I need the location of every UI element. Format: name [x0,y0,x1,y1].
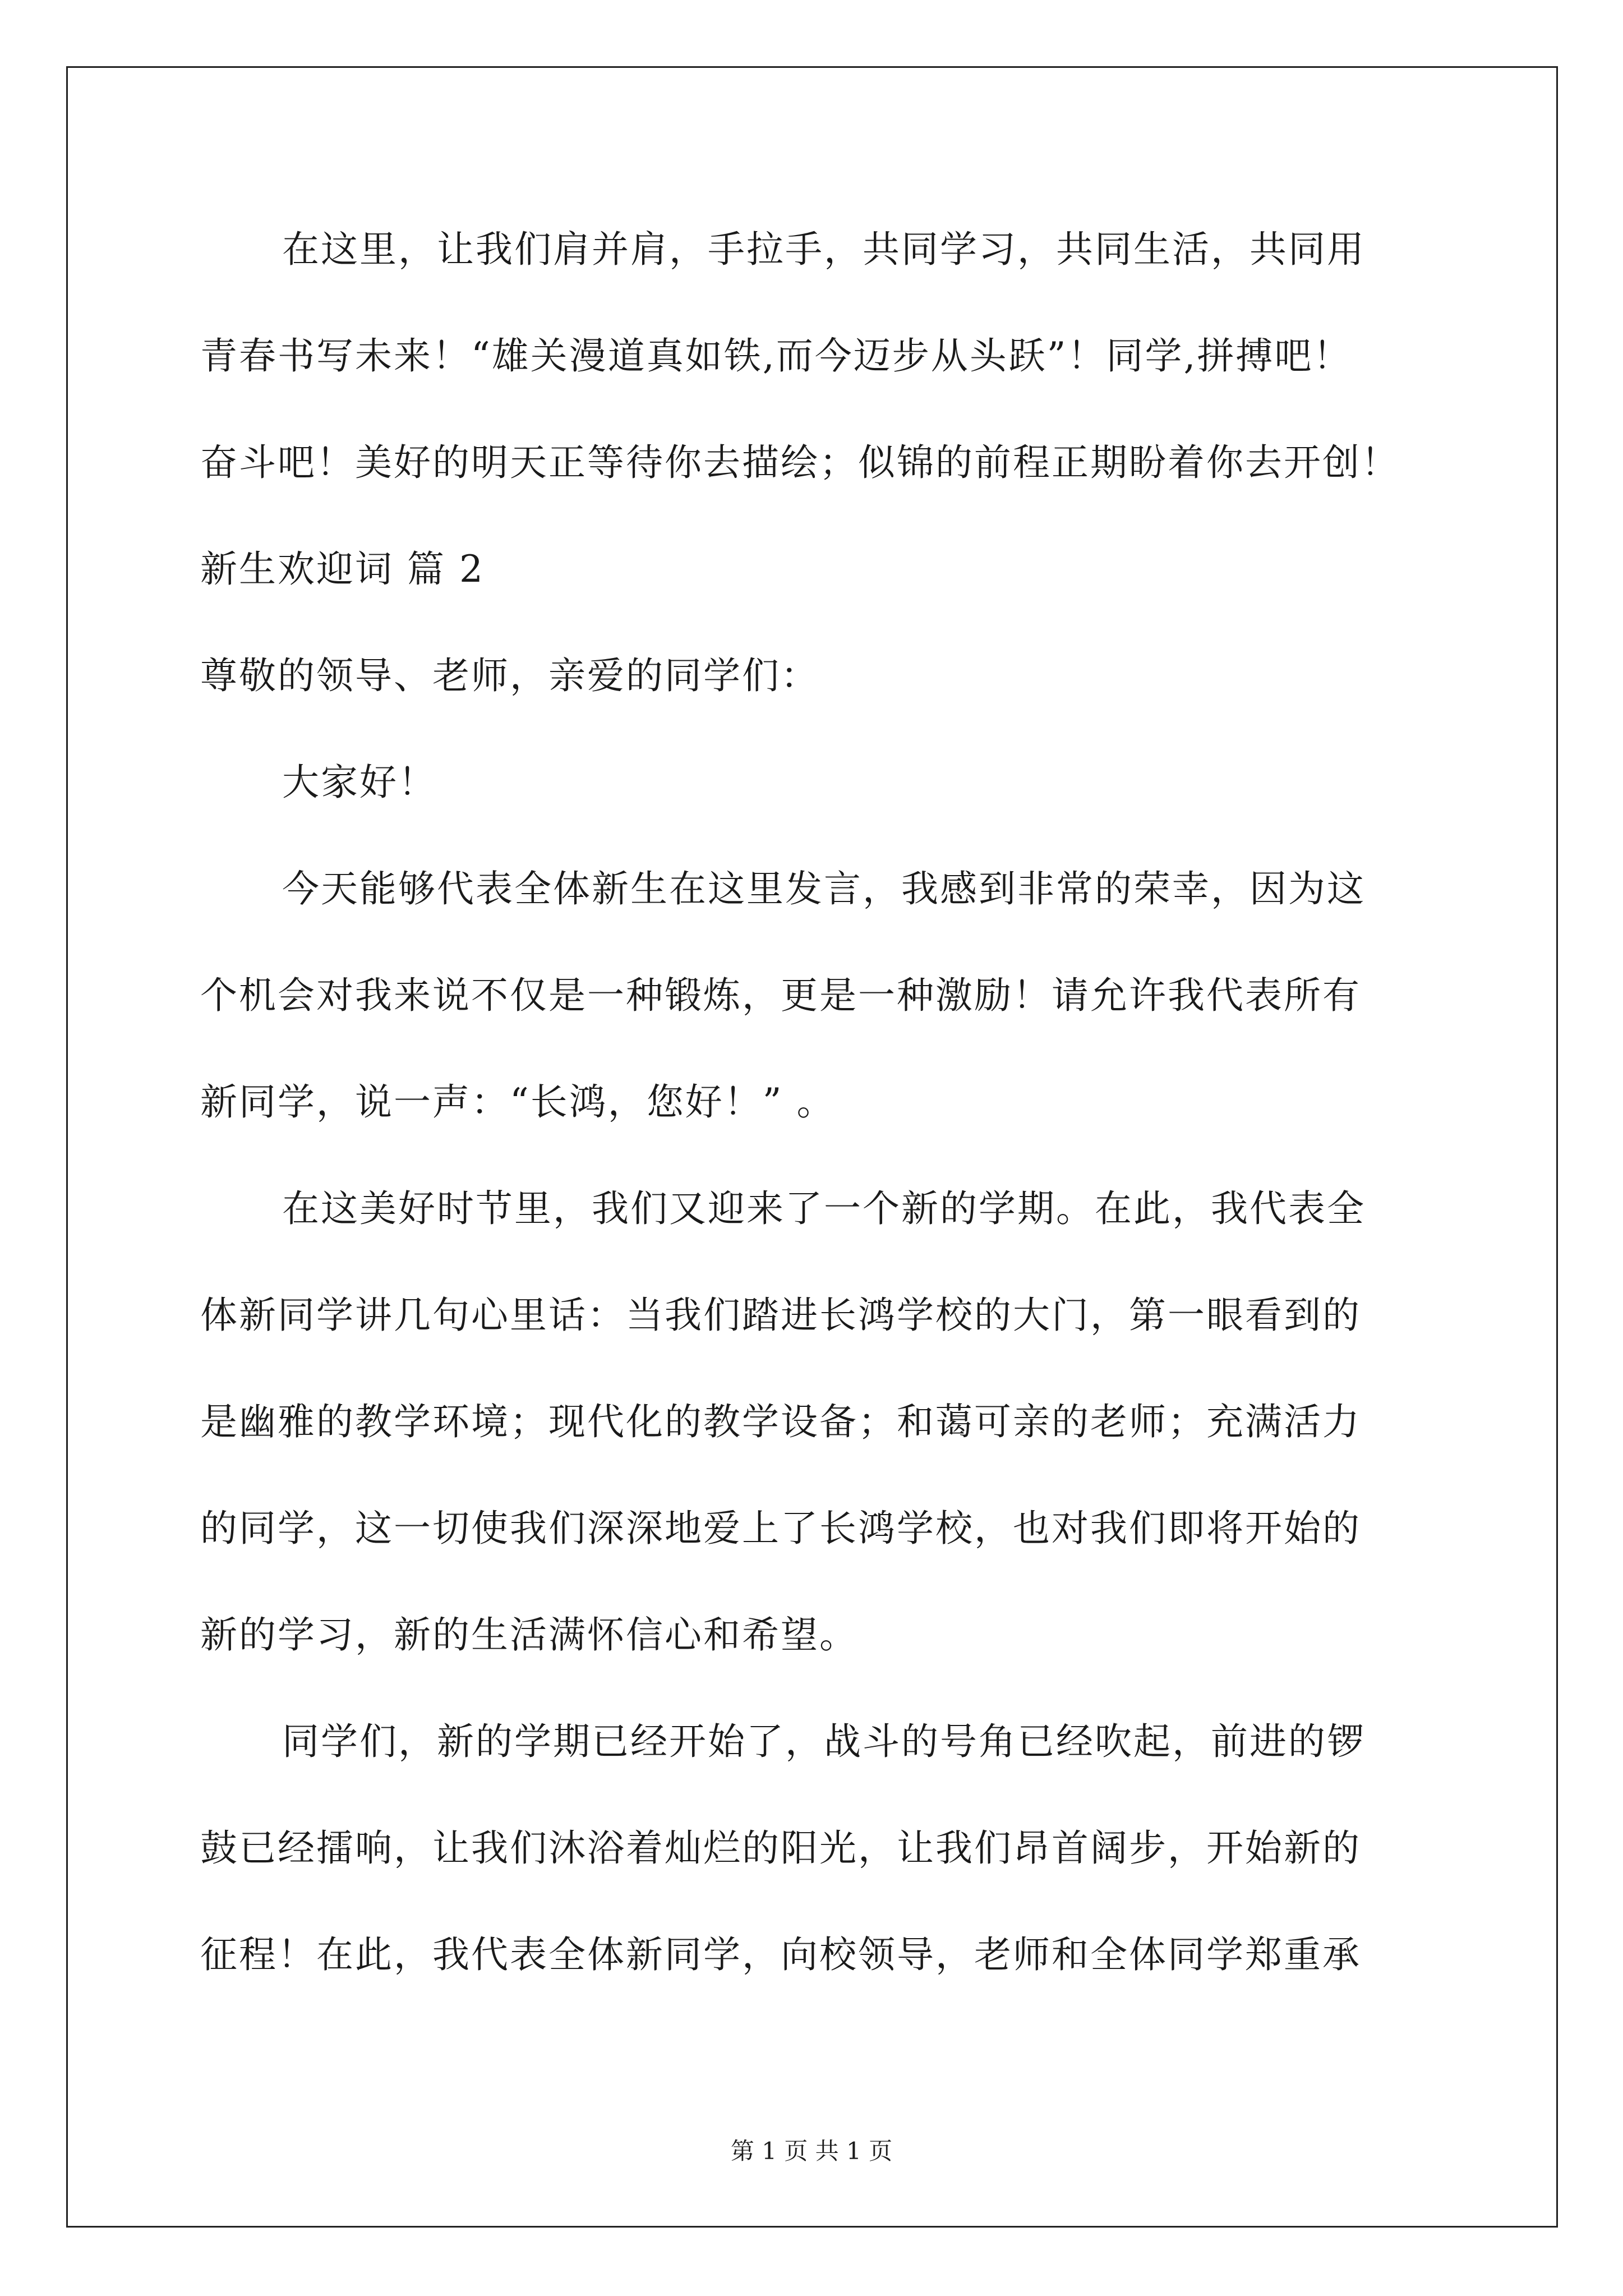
paragraph-line: 在这美好时节里，我们又迎来了一个新的学期。在此，我代表全 [282,1187,1366,1230]
paragraph-line: 青春书写未来！“雄关漫道真如铁,而今迈步从头跃”！同学,拼搏吧！ [200,334,1352,378]
section-heading: 新生欢迎词 篇 2 [200,547,485,591]
paragraph-line: 同学们，新的学期已经开始了，战斗的号角已经吹起，前进的锣 [282,1720,1366,1763]
paragraph-line: 鼓已经擂响，让我们沐浴着灿烂的阳光，让我们昂首阔步，开始新的 [200,1826,1361,1870]
paragraph-line: 奋斗吧！美好的明天正等待你去描绘；似锦的前程正期盼着你去开创！ [200,441,1400,484]
paragraph-line: 新的学习，新的生活满怀信心和希望。 [200,1613,858,1657]
paragraph-line: 征程！在此，我代表全体新同学，向校领导，老师和全体同学郑重承 [200,1933,1361,1976]
greeting: 大家好！ [282,761,437,804]
paragraph-line: 今天能够代表全体新生在这里发言，我感到非常的荣幸，因为这 [282,867,1366,910]
page-footer: 第 1 页 共 1 页 [730,2137,893,2165]
page-border [66,66,1558,2228]
paragraph-line: 在这里，让我们肩并肩，手拉手，共同学习，共同生活，共同用 [282,228,1366,271]
salutation: 尊敬的领导、老师，亲爱的同学们： [200,654,819,697]
paragraph-line: 个机会对我来说不仅是一种锻炼，更是一种激励！请允许我代表所有 [200,974,1361,1017]
paragraph-line: 新同学，说一声：“长鸿，您好！” 。 [200,1080,836,1124]
paragraph-line: 是幽雅的教学环境；现代化的教学设备；和蔼可亲的老师；充满活力 [200,1400,1361,1443]
paragraph-line: 的同学，这一切使我们深深地爱上了长鸿学校，也对我们即将开始的 [200,1507,1361,1550]
paragraph-line: 体新同学讲几句心里话：当我们踏进长鸿学校的大门，第一眼看到的 [200,1294,1361,1337]
